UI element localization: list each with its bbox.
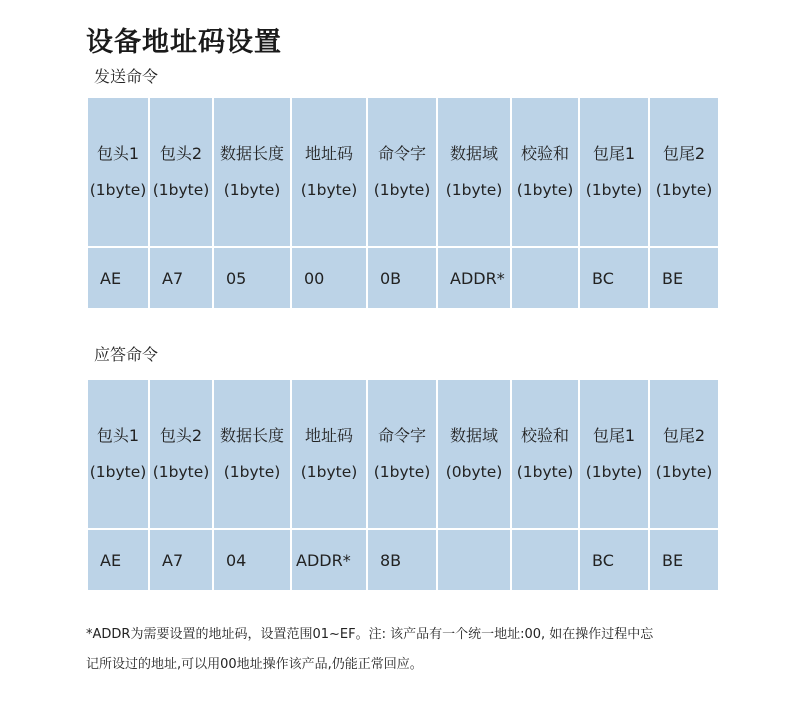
header-cell-length: [213, 379, 291, 529]
header-cell-tail1: [579, 379, 649, 529]
value-cell: 0B: [367, 247, 437, 309]
header-size: (1byte): [300, 463, 358, 481]
header-cell-head2: [149, 97, 213, 247]
value-cell: ADDR*: [437, 247, 511, 309]
header-size: (1byte): [585, 463, 643, 481]
value-cell: BC: [579, 247, 649, 309]
footnote-line-2: 记所设过的地址,可以用00地址操作该产品,仍能正常回应。: [86, 657, 423, 672]
header-size: (1byte): [223, 463, 281, 481]
header-name: 命令字: [377, 144, 426, 163]
header-size: (1byte): [223, 181, 281, 199]
header-name: 包头1: [96, 426, 140, 445]
header-size: (1byte): [300, 181, 358, 199]
footnote-line-1: *ADDR为需要设置的地址码，设置范围01~EF。注: 该产品有一个统一地址:00, 如在操作过程中忘: [86, 627, 654, 642]
value-cell: [437, 529, 511, 591]
header-size: (1byte): [373, 181, 431, 199]
header-name: 数据长度: [219, 144, 284, 163]
table-value-row: [87, 529, 719, 591]
header-name: 包尾1: [592, 144, 636, 163]
header-name: 数据域: [449, 144, 498, 163]
header-size: (1byte): [152, 463, 210, 481]
value-cell: BC: [579, 529, 649, 591]
header-name: 校验和: [520, 144, 569, 163]
header-size: (1byte): [89, 463, 147, 481]
header-name: 数据域: [449, 426, 498, 445]
value-cell: 00: [291, 247, 367, 309]
header-name: 包头1: [96, 144, 140, 163]
value-cell: [511, 529, 579, 591]
header-name: 包尾1: [592, 426, 636, 445]
value-cell: 05: [213, 247, 291, 309]
value-cell: ADDR*: [291, 529, 367, 591]
value-cell: A7: [149, 529, 213, 591]
header-cell-head2: [149, 379, 213, 529]
header-name: 地址码: [304, 426, 353, 445]
header-size: (1byte): [152, 181, 210, 199]
header-cell-data: [437, 379, 511, 529]
header-cell-head1: [87, 97, 149, 247]
header-cell-checksum: [511, 97, 579, 247]
reply-command-table: [86, 378, 720, 592]
page-title: 设备地址码设置: [86, 27, 282, 58]
header-size: (1byte): [655, 181, 713, 199]
footnote: [86, 620, 726, 680]
header-cell-command: [367, 97, 437, 247]
header-name: 包尾2: [662, 426, 706, 445]
value-cell: [511, 247, 579, 309]
value-cell: BE: [649, 529, 719, 591]
value-cell: AE: [87, 529, 149, 591]
header-cell-tail2: [649, 97, 719, 247]
value-cell: 04: [213, 529, 291, 591]
header-cell-data: [437, 97, 511, 247]
reply-command-label: 应答命令: [94, 345, 159, 364]
header-size: (1byte): [373, 463, 431, 481]
header-size: (1byte): [655, 463, 713, 481]
header-size: (1byte): [516, 181, 574, 199]
send-command-label: 发送命令: [94, 67, 159, 86]
header-name: 包头2: [159, 426, 203, 445]
header-name: 数据长度: [219, 426, 284, 445]
header-cell-address: [291, 97, 367, 247]
header-size: (1byte): [89, 181, 147, 199]
value-cell: AE: [87, 247, 149, 309]
value-cell: BE: [649, 247, 719, 309]
header-cell-length: [213, 97, 291, 247]
header-size: (1byte): [516, 463, 574, 481]
header-cell-tail1: [579, 97, 649, 247]
table-header-row: [87, 97, 719, 247]
send-command-table: [86, 96, 720, 310]
header-name: 命令字: [377, 426, 426, 445]
header-cell-command: [367, 379, 437, 529]
table-header-row: [87, 379, 719, 529]
header-cell-tail2: [649, 379, 719, 529]
header-name: 校验和: [520, 426, 569, 445]
header-name: 包尾2: [662, 144, 706, 163]
value-cell: A7: [149, 247, 213, 309]
header-size: (1byte): [445, 181, 503, 199]
header-size: (1byte): [585, 181, 643, 199]
table-value-row: [87, 247, 719, 309]
value-cell: 8B: [367, 529, 437, 591]
header-name: 包头2: [159, 144, 203, 163]
header-cell-head1: [87, 379, 149, 529]
header-cell-address: [291, 379, 367, 529]
header-cell-checksum: [511, 379, 579, 529]
header-name: 地址码: [304, 144, 353, 163]
header-size: (0byte): [445, 463, 503, 481]
